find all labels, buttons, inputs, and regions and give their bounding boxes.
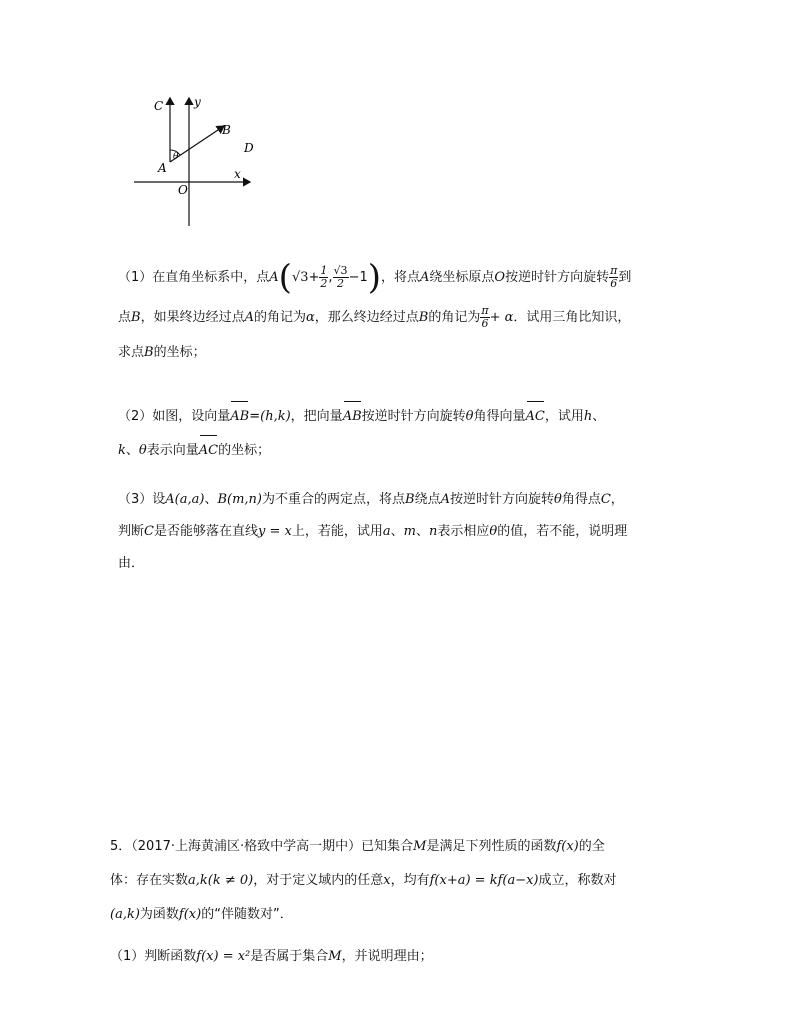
part-1-line-2: 点B，如果终边经过点A的角记为α，那么终边经过点B的角记为 $\frac{\pi}{6}$ + α．试用三角比知识， [118, 304, 631, 330]
q5-line-2: 体：存在实数a,k(k ≠ 0)，对于定义域内的任意x，均有f(x+a) = kf(a−x)成立，称数对 [110, 873, 617, 888]
part-3-line-1: （3）设A(a,a)、B(m,n)为不重合的两定点，将点B绕点A按逆时针方向旋转θ角得点C， [118, 492, 624, 507]
label-y: y [194, 95, 201, 109]
q5-line-3: (a,k)为函数f(x)的“伴随数对”． [110, 907, 293, 922]
label-theta: θ [173, 152, 179, 162]
q5-line-1: 5．（2017·上海黄浦区·格致中学高一期中）已知集合M是满足下列性质的函数f(x)的全 [110, 839, 605, 854]
label-x: x [234, 167, 241, 181]
q5-sub-1: （1）判断函数f(x) = x²是否属于集合M，并说明理由； [110, 949, 433, 964]
part-3-line-3: 由． [118, 556, 145, 571]
part-3 [118, 484, 698, 580]
part-3-line-2: 判断C是否能够落在直线y = x上，若能，试用a、m、n表示相应θ的值，若不能，说明理 [118, 524, 628, 539]
label-b: B [222, 123, 231, 137]
part-1-line-1: （1）在直角坐标系中，点A(√3+ $\frac{1}{2}$ , $\frac{√3}{2}$ −1)，将点A绕坐标原点O按逆时针方向旋转 $\frac{\pi}{6}$ 到 [118, 257, 632, 298]
label-o: O [178, 183, 188, 197]
part-1-line-3: 求点B的坐标； [118, 345, 206, 360]
label-c: C [154, 99, 164, 113]
part-2-line-2: k、θ表示向量AC的坐标； [118, 434, 698, 468]
question-5 [110, 830, 700, 974]
part-2 [118, 400, 698, 468]
part-2-line-1: （2）如图，设向量AB=(h,k)，把向量AB按逆时针方向旋转θ角得向量AC，试用h、 [118, 400, 698, 434]
label-a: A [158, 161, 167, 175]
rotation-figure [128, 92, 268, 232]
label-d: D [244, 141, 254, 155]
part-1 [118, 258, 698, 368]
